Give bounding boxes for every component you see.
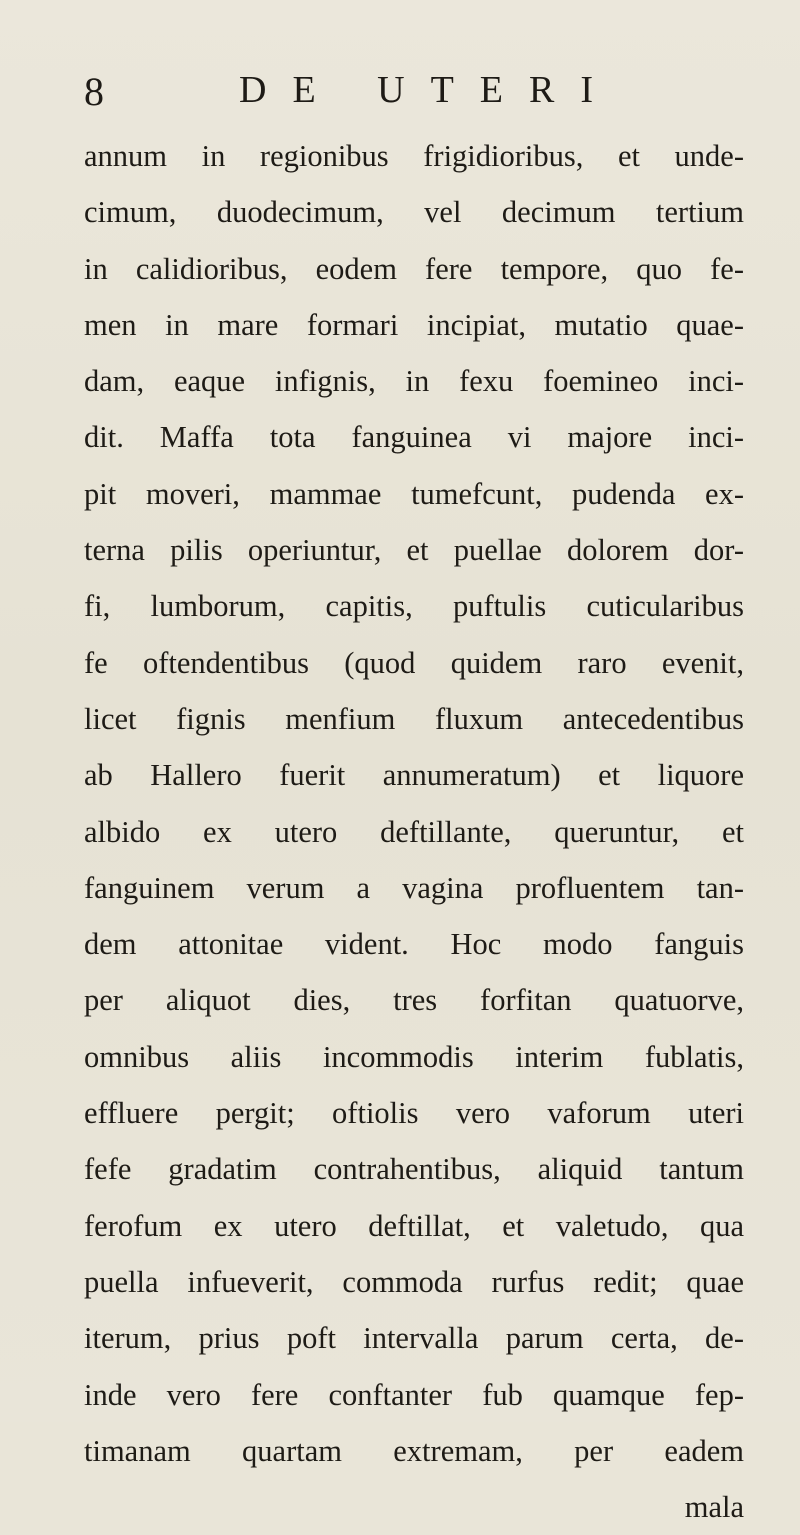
running-head: DE UTERI bbox=[239, 69, 620, 111]
text-line: iterum, prius poft intervalla parum certa, de- bbox=[84, 1321, 744, 1356]
text-line: timanam quartam extremam, per eadem bbox=[84, 1433, 744, 1468]
text-line: terna pilis operiuntur, et puellae dolorem dor- bbox=[84, 533, 744, 568]
text-line: dit. Maffa tota fanguinea vi majore inci- bbox=[84, 420, 744, 455]
text-line: albido ex utero deftillante, queruntur, et bbox=[84, 814, 744, 849]
text-line: ab Hallero fuerit annumeratum) et liquore bbox=[84, 758, 744, 793]
page-header bbox=[84, 58, 740, 118]
text-line: puella infueverit, commoda rurfus redit; quae bbox=[84, 1264, 744, 1299]
text-line: fe oftendentibus (quod quidem raro evenit, bbox=[84, 645, 744, 680]
text-line: fefe gradatim contrahentibus, aliquid tantum bbox=[84, 1152, 744, 1187]
text-line: fanguinem verum a vagina profluentem tan- bbox=[84, 870, 744, 905]
text-line: omnibus aliis incommodis interim fublatis, bbox=[84, 1039, 744, 1074]
text-line: annum in regionibus frigidioribus, et unde- bbox=[84, 139, 744, 173]
text-line: fi, lumborum, capitis, puftulis cuticularibus bbox=[84, 589, 744, 624]
body-text bbox=[84, 128, 744, 1535]
text-line: pit moveri, mammae tumefcunt, pudenda ex- bbox=[84, 476, 744, 511]
text-line: in calidioribus, eodem fere tempore, quo fe- bbox=[84, 251, 744, 286]
page-number: 8 bbox=[84, 69, 104, 114]
catchword: mala bbox=[684, 1490, 744, 1525]
text-line: ferofum ex utero deftillat, et valetudo, qua bbox=[84, 1208, 744, 1243]
text-line: effluere pergit; oftiolis vero vaforum uteri bbox=[84, 1096, 744, 1131]
text-line: licet fignis menfium fluxum antecedentibus bbox=[84, 701, 744, 736]
text-line: per aliquot dies, tres forfitan quatuorve, bbox=[84, 983, 744, 1018]
text-line: dem attonitae vident. Hoc modo fanguis bbox=[84, 927, 744, 962]
text-line: cimum, duodecimum, vel decimum tertium bbox=[84, 195, 744, 230]
text-line: inde vero fere conftanter fub quamque fep- bbox=[84, 1377, 744, 1412]
text-line: dam, eaque infignis, in fexu foemineo inci- bbox=[84, 364, 744, 399]
text-line: men in mare formari incipiat, mutatio quae- bbox=[84, 307, 744, 342]
